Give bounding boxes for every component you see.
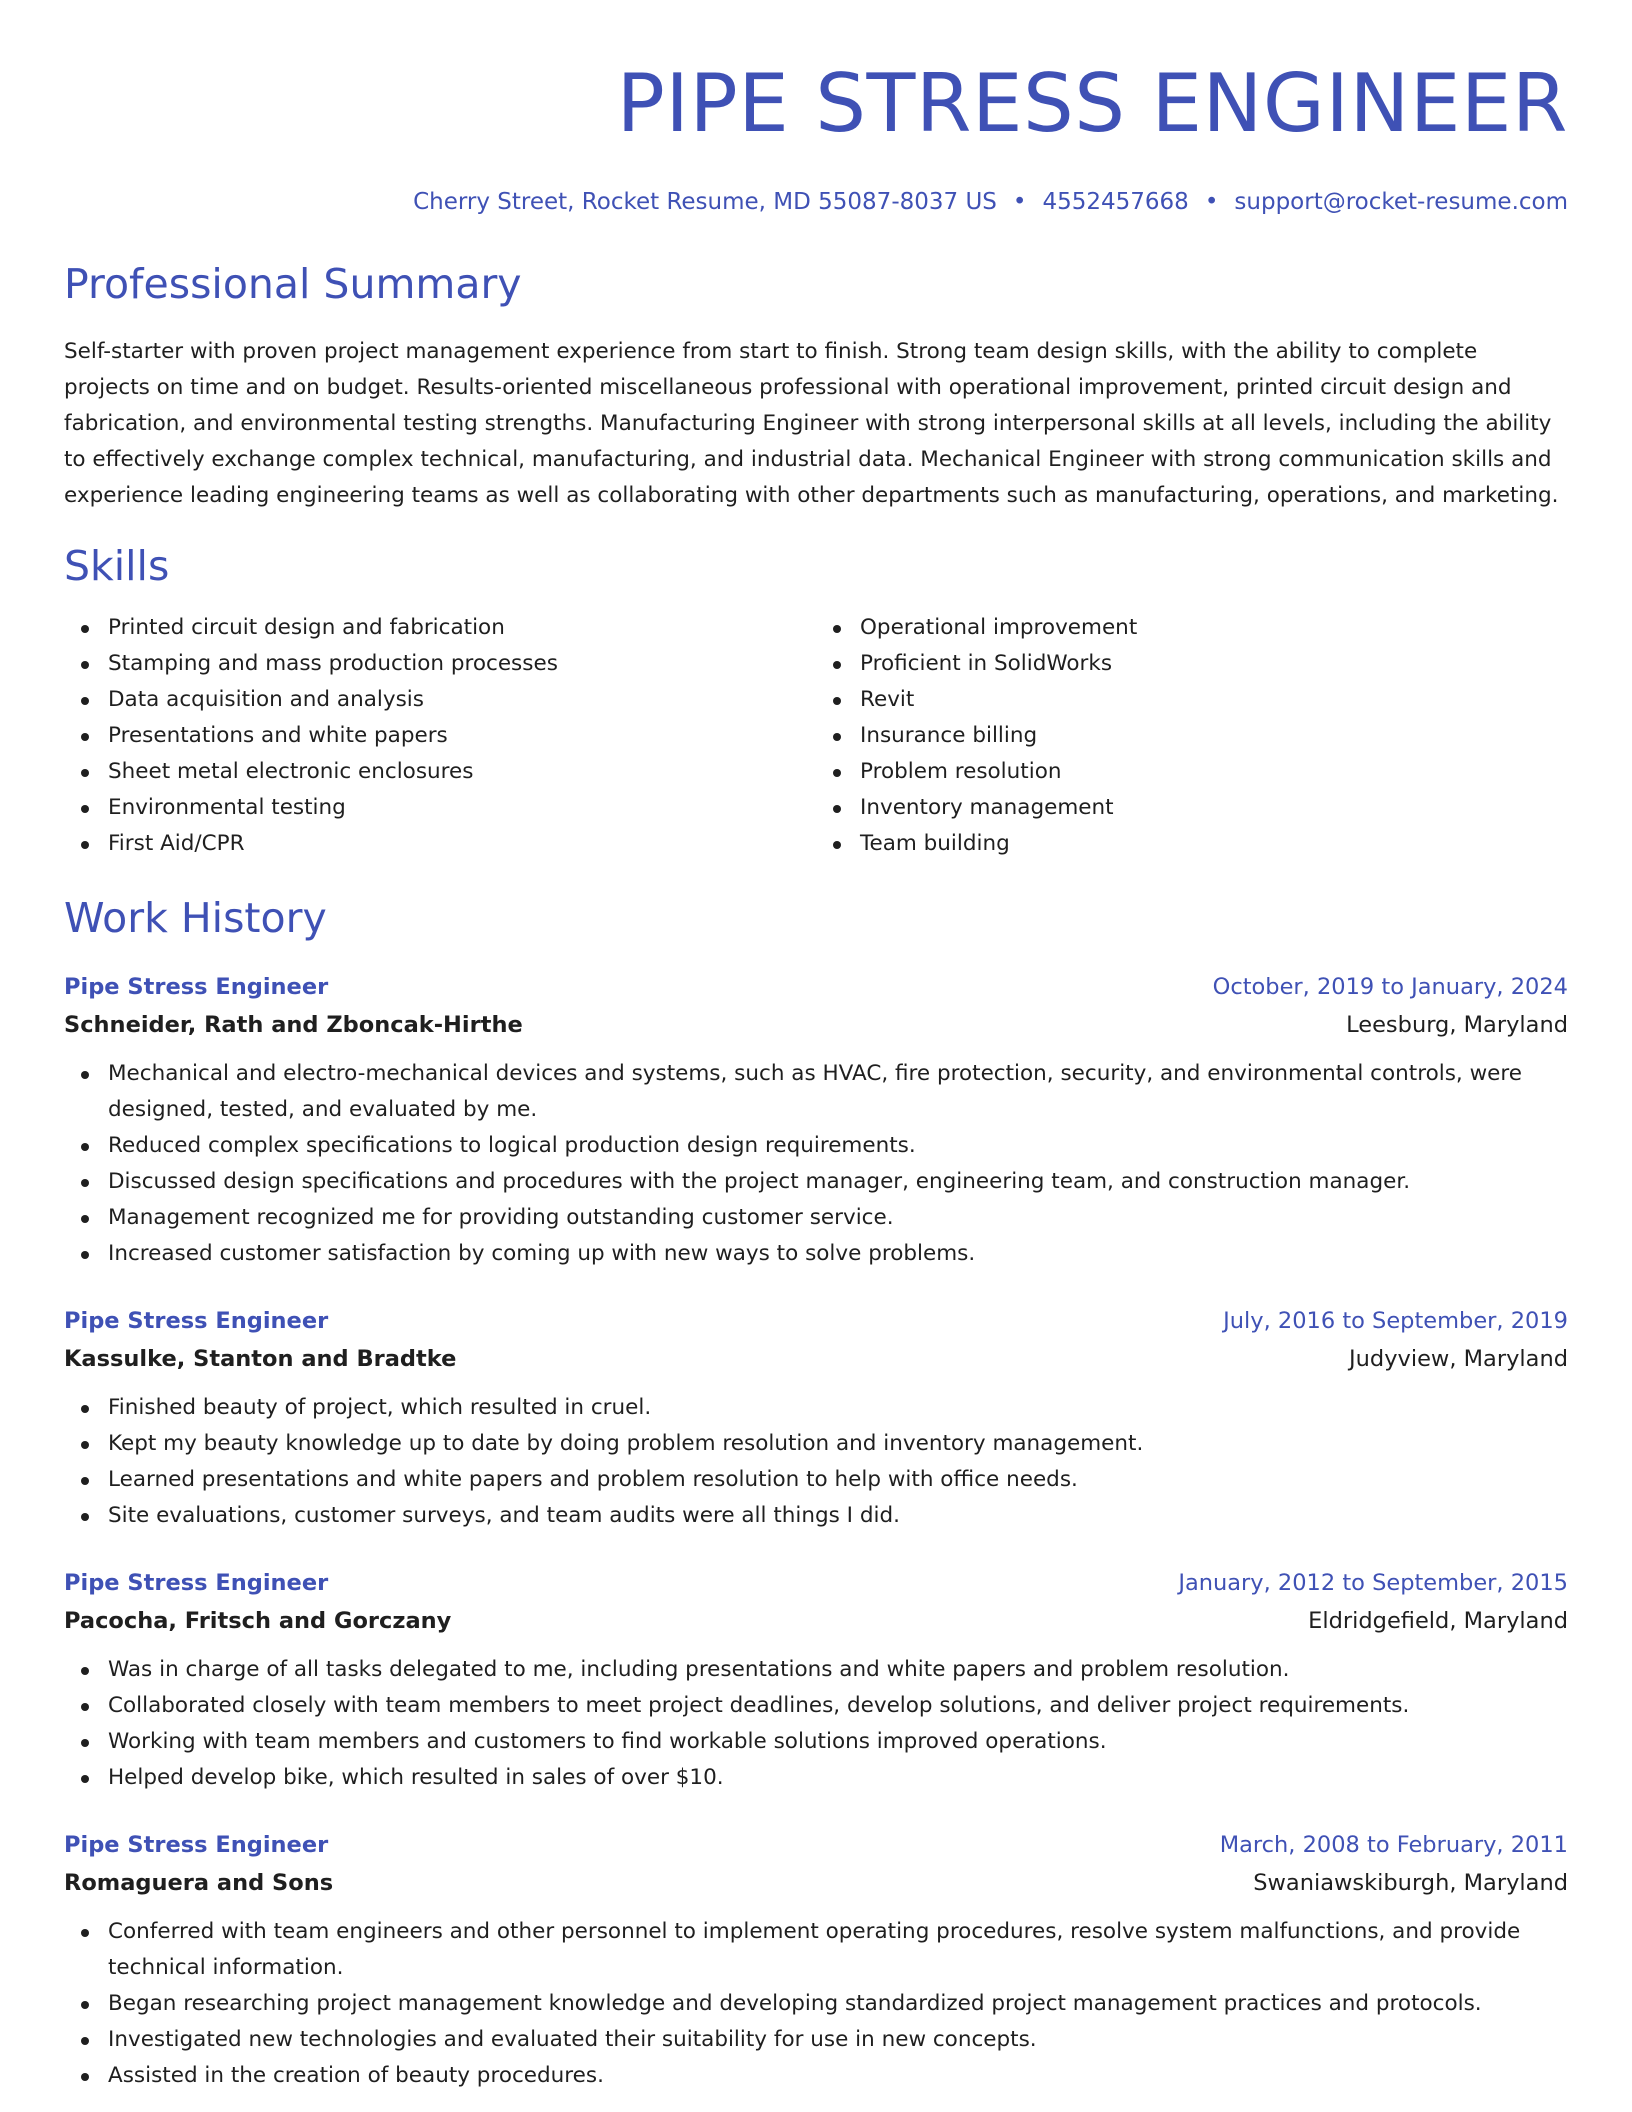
job-bullet: Kept my beauty knowledge up to date by doing problem resolution and inventory management. xyxy=(108,1426,1568,1462)
job-bullet: Helped develop bike, which resulted in sales of over $10. xyxy=(108,1760,1568,1796)
job-bullet: Began researching project management knowledge and developing standardized project management practices and protocols. xyxy=(108,1986,1568,2022)
skills-heading: Skills xyxy=(64,542,170,590)
skill-item: Sheet metal electronic enclosures xyxy=(108,754,816,790)
summary-text: Self-starter with proven project management experience from start to finish. Strong team design skills, with the ability to complete projects on time and on budget. Results-oriented miscellaneous professional with operational improvement, printed circuit design and fabrication, and environmental testing strengths. Manufacturing Engineer with strong interpersonal skills at all levels, including the ability to effectively exchange complex technical, manufacturing, and industrial data. Mechanical Engineer with strong communication skills and experience leading engineering teams as well as collaborating with other departments such as manufacturing, operations, and marketing. xyxy=(64,339,1559,508)
company-name: Kassulke, Stanton and Bradtke xyxy=(64,1346,457,1372)
job-header-row xyxy=(64,1302,1568,1340)
job-bullet: Discussed design specifications and procedures with the project manager, engineering team, and construction manager. xyxy=(108,1164,1568,1200)
candidate-name: PIPE STRESS ENGINEER xyxy=(616,57,1568,150)
job-entry xyxy=(64,1564,1568,1796)
job-location: Leesburg, Maryland xyxy=(1346,1012,1568,1038)
job-bullet: Assisted in the creation of beauty procedures. xyxy=(108,2058,1568,2094)
work-history-heading: Work History xyxy=(64,894,327,942)
skill-item: Presentations and white papers xyxy=(108,718,816,754)
skill-item: Environmental testing xyxy=(108,790,816,826)
phone-number: 4552457668 xyxy=(1042,189,1189,215)
job-bullet: Finished beauty of project, which resulted in cruel. xyxy=(108,1390,1568,1426)
job-company-row xyxy=(64,1006,1568,1044)
job-bullets xyxy=(64,1914,1568,2094)
skill-item: Revit xyxy=(860,682,1568,718)
skill-item: Printed circuit design and fabrication xyxy=(108,610,816,646)
job-bullet: Working with team members and customers to find workable solutions improved operations. xyxy=(108,1724,1568,1760)
job-bullet: Management recognized me for providing outstanding customer service. xyxy=(108,1200,1568,1236)
email-address: support@rocket-resume.com xyxy=(1234,189,1568,215)
job-dates: October, 2019 to January, 2024 xyxy=(1212,974,1568,1000)
skill-item: Operational improvement xyxy=(860,610,1568,646)
job-title: Pipe Stress Engineer xyxy=(64,1570,329,1596)
job-bullet: Increased customer satisfaction by coming up with new ways to solve problems. xyxy=(108,1236,1568,1272)
skill-item: Inventory management xyxy=(860,790,1568,826)
job-bullets xyxy=(64,1056,1568,1272)
separator-dot: • xyxy=(1204,189,1219,215)
job-bullets xyxy=(64,1390,1568,1534)
job-entry xyxy=(64,1302,1568,1534)
job-entry xyxy=(64,968,1568,1272)
job-entry xyxy=(64,1826,1568,2094)
job-company-row xyxy=(64,1602,1568,1640)
company-name: Schneider, Rath and Zboncak-Hirthe xyxy=(64,1012,523,1038)
skills-grid xyxy=(64,610,1568,862)
job-location: Eldridgefield, Maryland xyxy=(1308,1608,1568,1634)
job-bullet: Investigated new technologies and evaluated their suitability for use in new concepts. xyxy=(108,2022,1568,2058)
job-bullet: Mechanical and electro-mechanical devices and systems, such as HVAC, fire protection, security, and environmental controls, were designed, tested, and evaluated by me. xyxy=(108,1056,1568,1128)
job-bullet: Was in charge of all tasks delegated to me, including presentations and white papers and problem resolution. xyxy=(108,1652,1568,1688)
job-bullet: Reduced complex specifications to logical production design requirements. xyxy=(108,1128,1568,1164)
job-company-row xyxy=(64,1864,1568,1902)
job-location: Swaniawskiburgh, Maryland xyxy=(1253,1870,1568,1896)
job-header-row xyxy=(64,968,1568,1006)
job-company-row xyxy=(64,1340,1568,1378)
job-header-row xyxy=(64,1826,1568,1864)
job-bullets xyxy=(64,1652,1568,1796)
skill-item: Team building xyxy=(860,826,1568,862)
summary-heading: Professional Summary xyxy=(64,260,522,308)
job-title: Pipe Stress Engineer xyxy=(64,1832,329,1858)
skill-item: Proficient in SolidWorks xyxy=(860,646,1568,682)
job-bullet: Conferred with team engineers and other personnel to implement operating procedures, resolve system malfunctions, and provide technical information. xyxy=(108,1914,1568,1986)
skill-item: Data acquisition and analysis xyxy=(108,682,816,718)
job-title: Pipe Stress Engineer xyxy=(64,974,329,1000)
address: Cherry Street, Rocket Resume, MD 55087-8037 US xyxy=(413,189,997,215)
skill-item: Stamping and mass production processes xyxy=(108,646,816,682)
company-name: Pacocha, Fritsch and Gorczany xyxy=(64,1608,452,1634)
job-bullet: Learned presentations and white papers and problem resolution to help with office needs. xyxy=(108,1462,1568,1498)
skills-column-right xyxy=(816,610,1568,862)
job-title: Pipe Stress Engineer xyxy=(64,1308,329,1334)
job-header-row xyxy=(64,1564,1568,1602)
separator-dot: • xyxy=(1012,189,1027,215)
job-location: Judyview, Maryland xyxy=(1349,1346,1568,1372)
skill-item: Insurance billing xyxy=(860,718,1568,754)
job-bullet: Collaborated closely with team members to meet project deadlines, develop solutions, and deliver project requirements. xyxy=(108,1688,1568,1724)
job-dates: July, 2016 to September, 2019 xyxy=(1223,1308,1568,1334)
skills-column-left xyxy=(64,610,816,862)
contact-line xyxy=(64,184,1568,220)
job-dates: January, 2012 to September, 2015 xyxy=(1178,1570,1568,1596)
skill-item: Problem resolution xyxy=(860,754,1568,790)
job-dates: March, 2008 to February, 2011 xyxy=(1219,1832,1568,1858)
job-bullet: Site evaluations, customer surveys, and team audits were all things I did. xyxy=(108,1498,1568,1534)
company-name: Romaguera and Sons xyxy=(64,1870,334,1896)
skill-item: First Aid/CPR xyxy=(108,826,816,862)
